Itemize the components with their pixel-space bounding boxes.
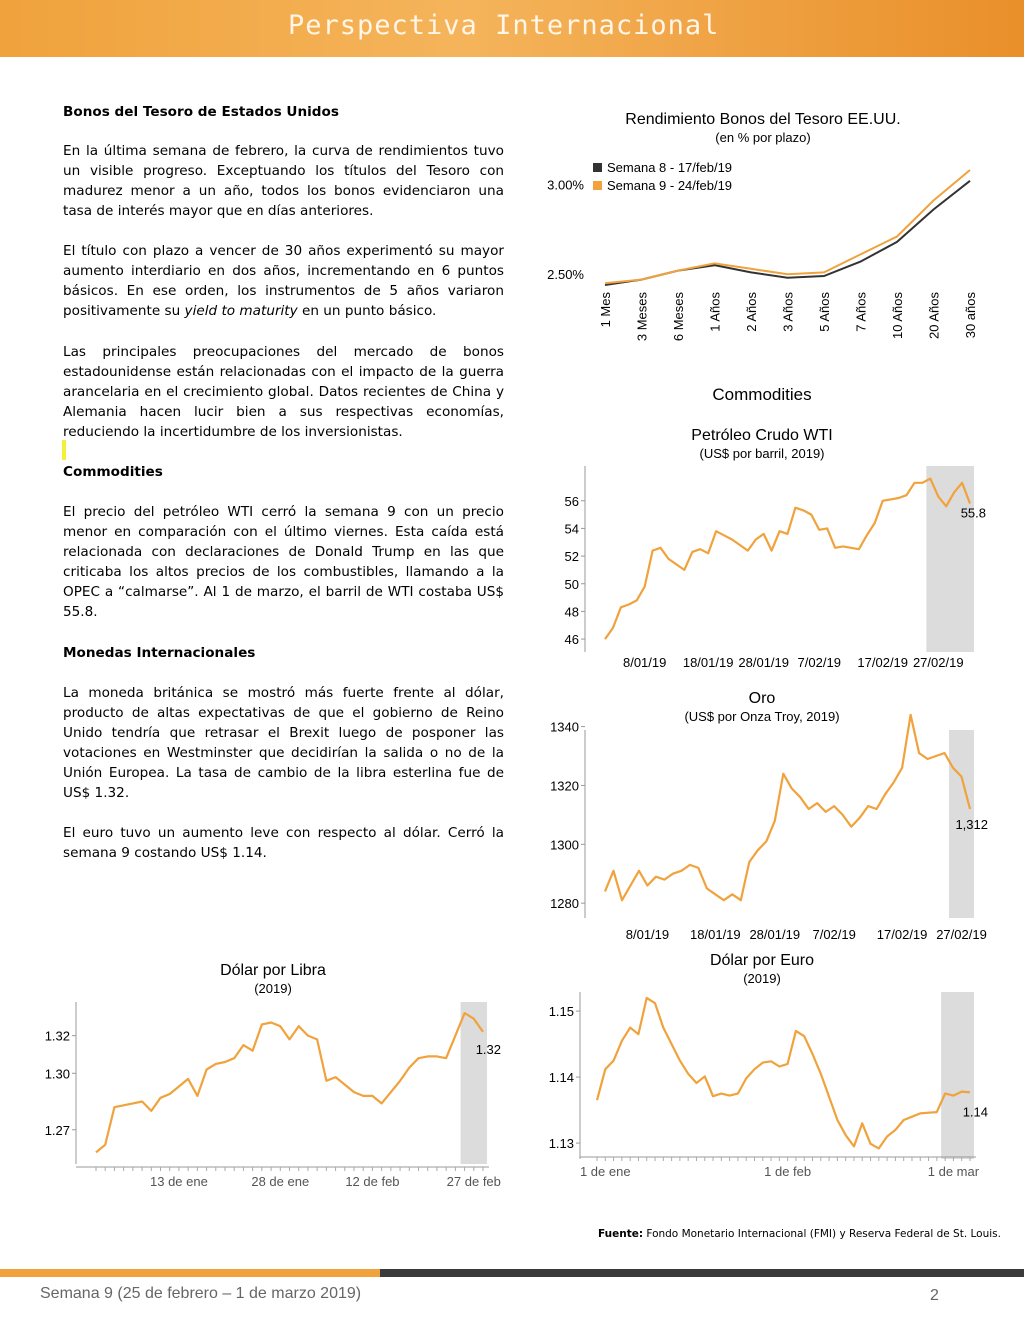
y-tick-label: 52 <box>564 549 579 565</box>
chart-subtitle: (US$ por Onza Troy, 2019) <box>684 709 840 724</box>
x-tick-label: 17/02/19 <box>876 927 928 942</box>
chart-subtitle: (US$ por barril, 2019) <box>699 446 825 461</box>
y-tick-label: 1.27 <box>44 1122 70 1138</box>
x-tick-label: 17/02/19 <box>857 655 909 670</box>
y-tick-label: 1.30 <box>44 1066 70 1082</box>
footer-bar-orange <box>0 1269 380 1277</box>
highlight-band <box>941 992 974 1159</box>
x-tick-label: 12 de feb <box>345 1174 400 1189</box>
legend-label: Semana 9 - 24/feb/19 <box>607 178 733 193</box>
y-tick-label: 1280 <box>550 896 579 912</box>
x-tick-label: 18/01/19 <box>690 927 741 942</box>
y-tick-label: 3.00% <box>547 177 584 193</box>
x-tick-label: 3 Meses <box>634 292 650 342</box>
x-tick-label: 20 Años <box>926 292 942 339</box>
x-tick-label: 1 de mar <box>927 1164 980 1179</box>
chart-title: Rendimiento Bonos del Tesoro EE.UU. <box>625 111 901 128</box>
page-title: Perspectiva Internacional <box>288 10 720 41</box>
commodities-section <box>63 462 504 482</box>
y-tick-label: 1.15 <box>548 1004 574 1020</box>
end-value-label: 55.8 <box>960 505 986 521</box>
end-value-label: 1.32 <box>475 1041 501 1057</box>
end-value-label: 1.14 <box>962 1104 988 1120</box>
x-tick-label: 8/01/19 <box>622 655 667 670</box>
x-tick-label: 18/01/19 <box>682 655 734 670</box>
bonds-paragraph-2 <box>63 241 504 321</box>
x-tick-label: 28/01/19 <box>738 655 790 670</box>
x-tick-label: 30 años <box>963 292 978 339</box>
chart-title: Oro <box>748 690 776 707</box>
y-tick-label: 1320 <box>550 778 579 794</box>
series-line <box>605 479 970 639</box>
x-tick-label: 7/02/19 <box>797 655 841 670</box>
x-tick-label: 6 Meses <box>671 292 686 342</box>
source-note <box>598 1228 1001 1240</box>
page-number: 2 <box>930 1287 939 1304</box>
bonds-paragraph-3: Las principales preocupaciones del mercado de bonos estadounidense están relacionadas con el impacto de la guerra arancelaria en el crecimiento global. Datos recientes de China y Alemania hacen lucir bien a sus respectivas economías, reduciendo la incertidumbre de los inversionistas. <box>63 344 504 441</box>
section-title-bonds: Bonos del Tesoro de Estados Unidos <box>63 104 339 120</box>
footer-bar-dark <box>380 1269 1024 1277</box>
x-tick-label: 10 Años <box>890 292 905 339</box>
y-tick-label: 56 <box>564 493 579 509</box>
bonds-section <box>63 102 504 122</box>
y-tick-label: 50 <box>564 576 579 592</box>
y-tick-label: 1.32 <box>44 1028 70 1044</box>
chart-title: Petróleo Crudo WTI <box>691 427 833 444</box>
legend-swatch <box>593 181 602 190</box>
commodities-heading <box>600 380 930 410</box>
x-tick-label: 27/02/19 <box>936 927 987 942</box>
chart-subtitle: (en % por plazo) <box>715 130 811 145</box>
y-tick-label: 54 <box>564 521 579 537</box>
legend-label: Semana 8 - 17/feb/19 <box>607 160 733 175</box>
footer-week: Semana 9 (25 de febrero – 1 de marzo 2019) <box>40 1285 362 1302</box>
x-tick-label: 13 de ene <box>150 1174 208 1189</box>
y-tick-label: 46 <box>564 632 579 648</box>
x-tick-label: 28 de ene <box>251 1174 310 1189</box>
y-tick-label: 1340 <box>550 719 579 735</box>
x-tick-label: 8/01/19 <box>625 927 670 942</box>
x-tick-label: 3 Años <box>780 292 796 332</box>
bonds-paragraph-1: En la última semana de febrero, la curva de rendimientos tuvo un visible progreso. Exceptuando los títulos del Tesoro con madurez menor a un año, todos los bonos evidenciaron una tasa de interés mayor que en días anteriores. <box>63 143 504 220</box>
x-tick-label: 1 de ene <box>579 1164 631 1179</box>
bonds-paragraph-2-text: El título con plazo a vencer de 30 años experimentó su mayor aumento interdiario en dos años, incrementando en 6 puntos básicos. En ese orden, los instrumentos de 5 años variaron positivamente su yield to maturity en un punto básico. <box>63 243 504 320</box>
chart-title: Dólar por Libra <box>220 962 326 979</box>
y-tick-label: 1.13 <box>548 1136 574 1152</box>
page-header <box>0 0 1024 57</box>
x-tick-label: 7/02/19 <box>812 927 856 942</box>
y-tick-label: 2.50% <box>547 267 584 283</box>
highlight-band <box>461 1002 487 1164</box>
wti-oil-chart <box>540 420 1000 676</box>
series-line <box>597 998 970 1149</box>
x-tick-label: 27 de feb <box>446 1174 501 1189</box>
gold-chart <box>540 686 1000 946</box>
currencies-paragraph-1: La moneda británica se mostró más fuerte frente al dólar, producto de altas expectativas de que el gobierno de Reino Unido tendría que retrasar el Brexit luego de posponer las votaciones en Westminster que decidirían la salida o no de la Unión Europea. La tasa de cambio de la libra esterlina fue de US$ 1.32. <box>63 685 504 802</box>
section-title-commodities: Commodities <box>63 464 163 480</box>
commodities-heading-text: Commodities <box>712 385 812 404</box>
legend-swatch <box>593 163 602 172</box>
yield-to-maturity-term: yield to maturity <box>184 303 298 320</box>
y-tick-label: 1.14 <box>548 1070 574 1086</box>
source-text: Fondo Monetario Internacional (FMI) y Reserva Federal de St. Louis. <box>643 1228 1001 1240</box>
eur-usd-chart <box>540 948 1000 1188</box>
chart-subtitle: (2019) <box>254 981 292 996</box>
section-title-currencies: Monedas Internacionales <box>63 645 256 661</box>
x-tick-label: 2 Años <box>744 292 759 332</box>
end-value-label: 1,312 <box>955 817 988 832</box>
series-line <box>605 715 970 900</box>
currencies-paragraph-2: El euro tuvo un aumento leve con respecto al dólar. Cerró la semana 9 costando US$ 1.14. <box>63 825 504 862</box>
x-tick-label: 1 de feb <box>764 1164 812 1179</box>
x-tick-label: 1 Mes <box>598 292 613 328</box>
x-tick-label: 27/02/19 <box>912 655 964 670</box>
y-tick-label: 48 <box>564 604 579 620</box>
bonds-yield-chart <box>530 100 1000 360</box>
x-tick-label: 28/01/19 <box>749 927 801 942</box>
chart-title: Dólar por Euro <box>709 952 815 969</box>
source-label: Fuente: <box>598 1228 644 1240</box>
series-line <box>605 181 970 285</box>
gbp-usd-chart <box>40 958 510 1194</box>
chart-subtitle: (2019) <box>743 971 781 986</box>
x-tick-label: 5 Años <box>817 292 832 332</box>
yellow-marker <box>62 440 66 460</box>
x-tick-label: 7 Años <box>853 292 869 332</box>
x-tick-label: 1 Años <box>707 292 723 332</box>
commodities-paragraph: El precio del petróleo WTI cerró la semana 9 con un precio menor en comparación con el último viernes. Esta caída está relacionada con declaraciones de Donald Trump en las que criticaba los altos precios de los combustibles, llamando a la OPEC a “calmarse”. Al 1 de marzo, el barril de WTI costaba US$ 55.8. <box>63 504 504 621</box>
y-tick-label: 1300 <box>550 837 579 853</box>
series-line <box>96 1013 483 1152</box>
currencies-section <box>63 643 504 663</box>
